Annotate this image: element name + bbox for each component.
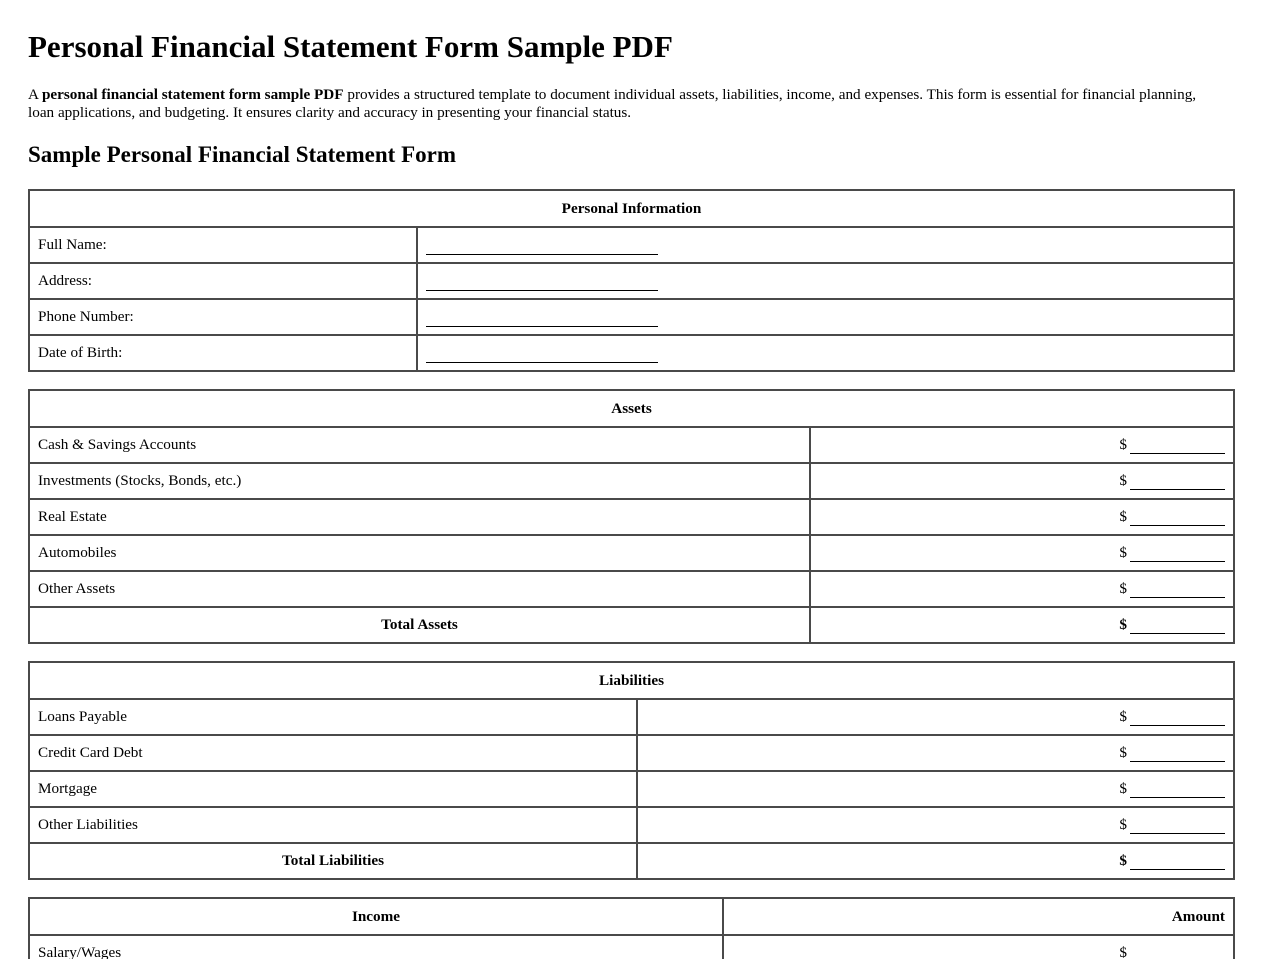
phone-number-field[interactable] [417, 299, 1234, 335]
currency-symbol: $ [1119, 816, 1127, 833]
blank-line [1130, 711, 1225, 726]
table-row [29, 843, 1234, 879]
asset-label: Automobiles [29, 535, 810, 571]
date-of-birth-field[interactable] [417, 335, 1234, 371]
table-row [29, 499, 1234, 535]
asset-label: Real Estate [29, 499, 810, 535]
table-row [29, 299, 1234, 335]
asset-label: Other Assets [29, 571, 810, 607]
income-label: Salary/Wages [29, 935, 723, 959]
mortgage-amount-field[interactable] [637, 771, 1234, 807]
blank-line [1130, 855, 1225, 870]
currency-symbol: $ [1119, 708, 1127, 725]
table-row [29, 571, 1234, 607]
currency-symbol: $ [1119, 436, 1127, 453]
table-row [29, 427, 1234, 463]
currency-symbol: $ [1119, 580, 1127, 597]
table-row [29, 771, 1234, 807]
table-row [29, 227, 1234, 263]
credit-card-debt-amount-field[interactable] [637, 735, 1234, 771]
currency-symbol: $ [1119, 472, 1127, 489]
personal-label: Full Name: [29, 227, 417, 263]
table-row [29, 335, 1234, 371]
personal-label: Date of Birth: [29, 335, 417, 371]
liability-label: Loans Payable [29, 699, 637, 735]
personal-label: Address: [29, 263, 417, 299]
investments-amount-field[interactable] [810, 463, 1234, 499]
intro-paragraph [28, 86, 1208, 122]
total-liabilities-amount-field[interactable] [637, 843, 1234, 879]
blank-line [1130, 783, 1225, 798]
assets-table [28, 389, 1235, 644]
table-row [29, 735, 1234, 771]
blank-line [1130, 511, 1225, 526]
currency-symbol: $ [1119, 852, 1127, 869]
other-assets-amount-field[interactable] [810, 571, 1234, 607]
full-name-field[interactable] [417, 227, 1234, 263]
income-header: Income [29, 898, 723, 935]
currency-symbol: $ [1119, 944, 1127, 959]
blank-line [426, 348, 658, 363]
page-title: Personal Financial Statement Form Sample PDF [28, 29, 673, 64]
currency-symbol: $ [1119, 780, 1127, 797]
address-field[interactable] [417, 263, 1234, 299]
blank-line [1130, 819, 1225, 834]
personal-label: Phone Number: [29, 299, 417, 335]
cash-savings-amount-field[interactable] [810, 427, 1234, 463]
table-row [29, 935, 1234, 959]
salary-wages-amount-field[interactable] [723, 935, 1234, 959]
blank-line [426, 276, 658, 291]
total-assets-amount-field[interactable] [810, 607, 1234, 643]
personal-info-header: Personal Information [29, 190, 1234, 227]
currency-symbol: $ [1119, 544, 1127, 561]
table-row [29, 607, 1234, 643]
automobiles-amount-field[interactable] [810, 535, 1234, 571]
blank-line [1130, 439, 1225, 454]
assets-header: Assets [29, 390, 1234, 427]
blank-line [1130, 475, 1225, 490]
blank-line [1130, 547, 1225, 562]
blank-line [426, 312, 658, 327]
currency-symbol: $ [1119, 508, 1127, 525]
blank-line [1130, 747, 1225, 762]
intro-bold: personal financial statement form sample PDF [41, 86, 344, 103]
loans-payable-amount-field[interactable] [637, 699, 1234, 735]
currency-symbol: $ [1119, 744, 1127, 761]
liability-label: Other Liabilities [29, 807, 637, 843]
total-assets-label: Total Assets [29, 607, 810, 643]
amount-header: Amount [723, 898, 1234, 935]
section-title: Sample Personal Financial Statement Form [28, 142, 457, 167]
real-estate-amount-field[interactable] [810, 499, 1234, 535]
intro-prefix: A [28, 86, 42, 103]
liabilities-table [28, 661, 1235, 880]
income-table [28, 897, 1235, 959]
table-row [29, 263, 1234, 299]
total-liabilities-label: Total Liabilities [29, 843, 637, 879]
asset-label: Investments (Stocks, Bonds, etc.) [29, 463, 810, 499]
blank-line [1130, 619, 1225, 634]
liability-label: Mortgage [29, 771, 637, 807]
table-row [29, 699, 1234, 735]
table-row [29, 463, 1234, 499]
intro-suffix: provides a structured template to document individual assets, liabilities, income, and expenses. This form is essential for financial planning, loan applications, and budgeting. It ensures clarity and accuracy in presenting your financial status. [28, 86, 1197, 121]
blank-line [1130, 947, 1225, 959]
table-row [29, 535, 1234, 571]
currency-symbol: $ [1119, 616, 1127, 633]
other-liabilities-amount-field[interactable] [637, 807, 1234, 843]
table-row [29, 807, 1234, 843]
personal-info-table [28, 189, 1235, 372]
asset-label: Cash & Savings Accounts [29, 427, 810, 463]
blank-line [426, 240, 658, 255]
blank-line [1130, 583, 1225, 598]
liability-label: Credit Card Debt [29, 735, 637, 771]
liabilities-header: Liabilities [29, 662, 1234, 699]
